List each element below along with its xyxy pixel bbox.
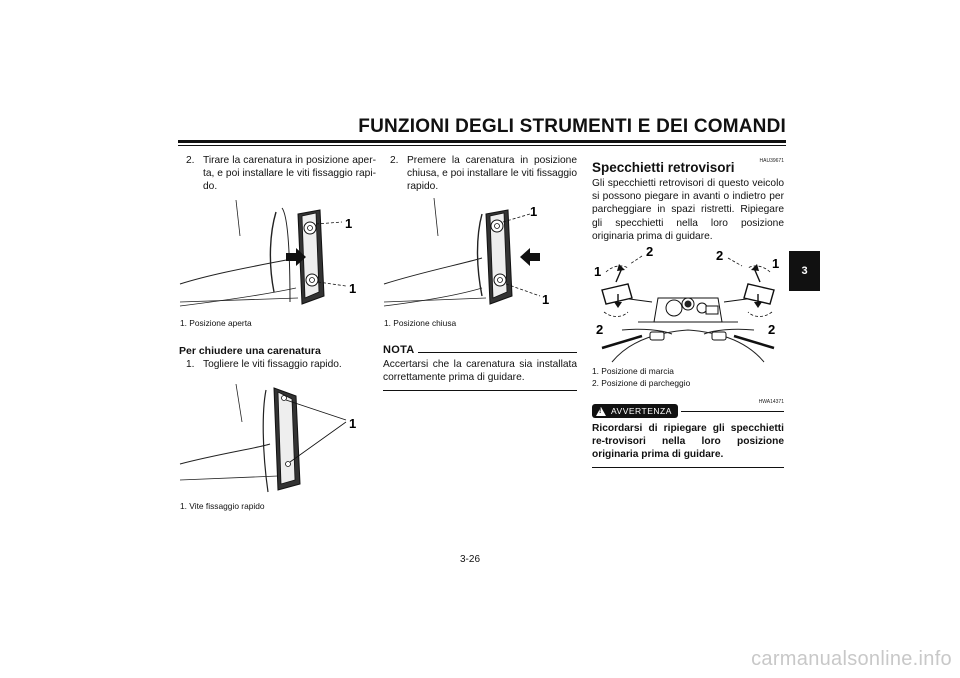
header-rule-thin [178, 145, 786, 146]
warning-box [592, 404, 784, 468]
warning-rule [681, 411, 784, 412]
step-2-close [390, 154, 577, 194]
step-text: Tirare la carenatura in posizione aper-ta, e poi installare le viti fissaggio rapi-do. [203, 155, 376, 193]
warning-triangle-icon: ! [596, 407, 606, 416]
page-title: FUNZIONI DEGLI STRUMENTI E DEI COMANDI [358, 116, 786, 137]
callout-2-bottom-right: 2 [768, 322, 776, 337]
step-2-open [186, 154, 376, 194]
figure-caption: 1. Posizione chiusa [384, 318, 457, 328]
step-text: Togliere le viti fissaggio rapido. [203, 359, 342, 370]
step-number: 1. [186, 359, 195, 370]
warning-label: AVVERTENZA [611, 406, 672, 416]
section-title: Specchietti retrovisori [592, 160, 735, 175]
chapter-tab: 3 [789, 251, 820, 291]
callout-1-top: 1 [530, 204, 538, 219]
step-1-close [186, 358, 376, 371]
note-box [383, 344, 577, 391]
step-number: 2. [186, 155, 195, 166]
callout-2-top-left: 2 [646, 244, 654, 259]
callout-2-top-right: 2 [716, 248, 724, 263]
note-text: Accertarsi che la carenatura sia installata correttamente prima di guidare. [383, 359, 577, 384]
figure-caption: 1. Vite fissaggio rapido [180, 501, 265, 511]
note-label: NOTA [383, 344, 415, 356]
callout-2-bottom-left: 2 [596, 322, 604, 337]
warning-text: Ricordarsi di ripiegare gli specchietti re-trovisori nella loro posizione originaria prima di guidare. [592, 423, 784, 461]
figure-caption-2: 2. Posizione di parcheggio [592, 378, 691, 388]
figure-caption: 1. Posizione aperta [180, 318, 252, 328]
header-rule [178, 140, 786, 143]
callout-1: 1 [349, 416, 357, 431]
warning-badge [592, 404, 678, 418]
callout-1-top: 1 [345, 216, 353, 231]
page-number: 3-26 [460, 554, 481, 565]
callout-1-left: 1 [594, 264, 602, 279]
reference-code: HWA14371 [758, 399, 784, 405]
note-rule [418, 352, 577, 353]
warning-bottom-rule [592, 467, 784, 468]
figure-caption-1: 1. Posizione di marcia [592, 366, 674, 376]
callout-1-right: 1 [772, 256, 780, 271]
reference-code: HAU39671 [759, 158, 784, 164]
callout-1-bottom: 1 [542, 292, 550, 307]
section-subheading: Per chiudere una carenatura [179, 345, 321, 357]
figure-mirrors [592, 242, 784, 364]
figure-closed-position [382, 192, 580, 310]
note-bottom-rule [383, 390, 577, 391]
step-number: 2. [390, 155, 399, 166]
callout-1-bottom: 1 [349, 281, 357, 296]
section-paragraph: Gli specchietti retrovisori di questo veicolo si possono piegare in avanti o indietro per parcheggiare in spazi ristretti. Ripiegare gli specchietti nella loro posizione originaria prima di guidare. [592, 178, 784, 242]
figure-quick-screw [178, 380, 376, 498]
watermark: carmanualsonline.info [751, 648, 952, 670]
step-text: Premere la carenatura in posizione chiusa, e poi installare le viti fissaggio rapido. [407, 155, 577, 193]
figure-open-position [178, 192, 376, 310]
